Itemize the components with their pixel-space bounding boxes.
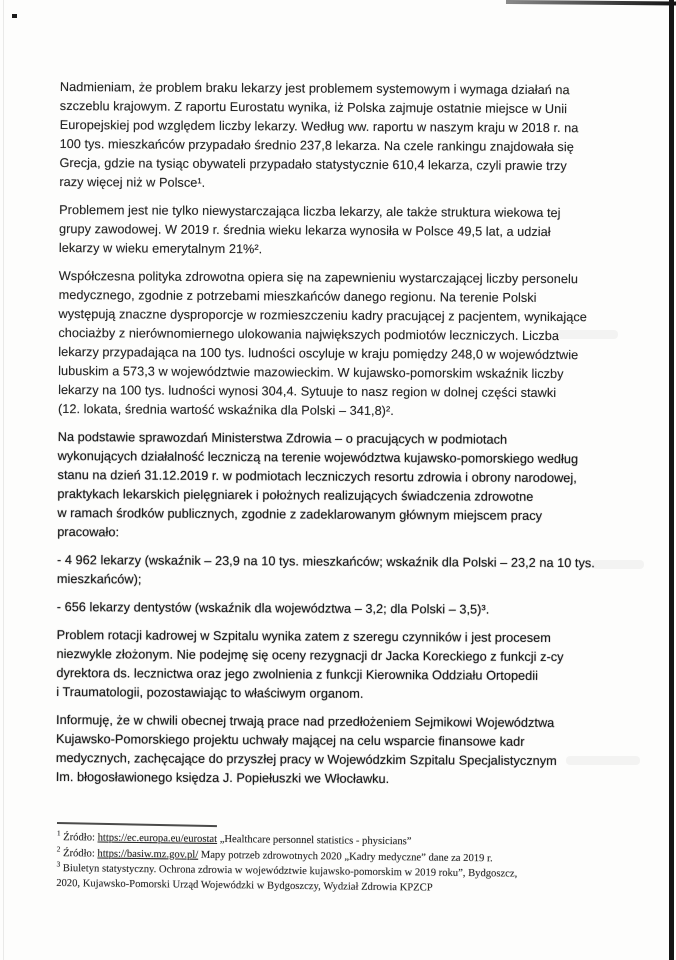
footnote-citation: Mapy potrzeb zdrowotnych 2020 „Kadry medyczne” dane za 2019 r. [198, 849, 493, 864]
list-item-doctors-count: - 4 962 lekarzy (wskaźnik – 23,9 na 10 tys. mieszkańców; wskaźnik dla Polski – 23,2 na 10 tys. mieszkańców); [56, 552, 595, 587]
footnote-citation: „Healthcare personnel statistics - physicians” [217, 833, 412, 848]
scan-left-shadow [3, 0, 4, 960]
footnote-source-label: Źródło: [62, 847, 98, 859]
document-body [56, 78, 662, 800]
paragraph-regional-disparities: Współczesna polityka zdrowotna opiera się na zapewnieniu wystarczającej liczby personelu medycznego, zgodnie z potrzebami mieszkańców danego regionu. Na terenie Polski występują znaczne dysproporcje w rozmieszczeniu kadry pracującej z pacjentem, wynikające chociażby z nierównomiernego ulokowania największych podmiotów leczniczych. Liczba lekarzy przypadająca na 100 tys. ludności oscyluje w kraju pomiędzy 248,0 w województwie lubuskim a 573,3 w województwie mazowieckim. W kujawsko-pomorskim wskaźnik liczby lekarzy na 100 tys. ludności wynosi 304,4. Sytuuje to nasz region w dolnej części stawki (12. lokata, średnia wartość wskaźnika dla Polski – 341,8)². [57, 268, 587, 419]
scan-edge-right-strip [669, 0, 674, 960]
footnote-marker: 3 [56, 859, 61, 869]
paragraph-staff-rotation: Problem rotacji kadrowej w Szpitalu wynika zatem z szeregu czynników i jest procesem niezwykle złożonym. Nie podejmę się oceny rezygnacji dr Jacka Koreckiego z funkcji z-cy dyrektora ds. lecznictwa oraz jego zwolnienia z funkcji Kierownika Oddziału Ortopedii i Traumatologii, pozostawiając to właściwym organom. [56, 627, 564, 701]
footnote-source-label: Źródło: [63, 832, 98, 844]
footnote-3 [56, 859, 631, 898]
footnotes-section [56, 822, 632, 899]
scan-edge-top-strip [506, 0, 676, 6]
paragraph-ministry-reports: Na podstawie sprawozdań Ministerstwa Zdrowia – o pracujących w podmiotach wykonujących działalność leczniczą na terenie województwa kujawsko-pomorskiego według stanu na dzień 31.12.2019 r. w podmiotach leczniczych resortu zdrowia i obrony narodowej, praktykach lekarskich pielęgniarek i położnych realizujących świadczenia zdrowotne w ramach środków publicznych, zgodnie z zadeklarowanym głównym miejscem pracy pracowało: [57, 429, 579, 540]
footnote-citation: Biuletyn statystyczny. Ochrona zdrowia w województwie kujawsko-pomorskim w 2019 roku”, Bydgoszcz, 2020, Kujawsko-Pomorski Urząd Wojewódzki w Bydgoszczy, Wydział Zdrowia KPZCP [56, 863, 518, 894]
list-item-dentists-count: - 656 lekarzy dentystów (wskaźnik dla województwa – 3,2; dla Polski – 3,5)³. [56, 599, 490, 617]
footnote-marker: 1 [56, 828, 61, 838]
footnote-url-basiw: https://basiw.mz.gov.pl/ [97, 847, 199, 861]
paragraph-doctor-shortage-eu: Nadmieniam, że problem braku lekarzy jest problemem systemowym i wymaga działań na szczeblu krajowym. Z raportu Eurostatu wynika, iż Polska zajmuje ostatnie miejsce w Unii Europejskiej pod względem liczby lekarzy. Według ww. raportu w naszym kraju w 2018 r. na 100 tys. mieszkańców przypadało średnio 237,8 lekarza. Na czele rankingu znajdowała się Grecja, gdzie na tysiąc obywateli przypadało statystycznie 610,4 lekarza, czyli prawie trzy razy więcej niż w Polsce¹. [59, 79, 579, 190]
scan-ink-dot [12, 14, 17, 18]
paragraph-age-structure: Problemem jest nie tylko niewystarczająca liczba lekarzy, ale także struktura wiekowa tej grupy zawodowej. W 2019 r. średnia wieku lekarza wynosiła w Polsce 49,5 lat, a udział lekarzy w wieku emerytalnym 21%². [58, 202, 561, 257]
footnote-url-eurostat: https://ec.europa.eu/eurostat [97, 832, 218, 845]
paragraph-resolution-info: Informuję, że w chwili obecnej trwają prace nad przedłożeniem Sejmikowi Województwa Kujawsko-Pomorskiego projektu uchwały mającej na celu wsparcie finansowe kadr medycznych, zachęcające do przyszłej pracy w Wojewódzkim Szpitalu Specjalistycznym Im. błogosławionego księdza J. Popiełuszki we Włocławku. [55, 712, 557, 787]
footnote-marker: 2 [56, 843, 61, 854]
footnote-separator-line [57, 822, 217, 827]
